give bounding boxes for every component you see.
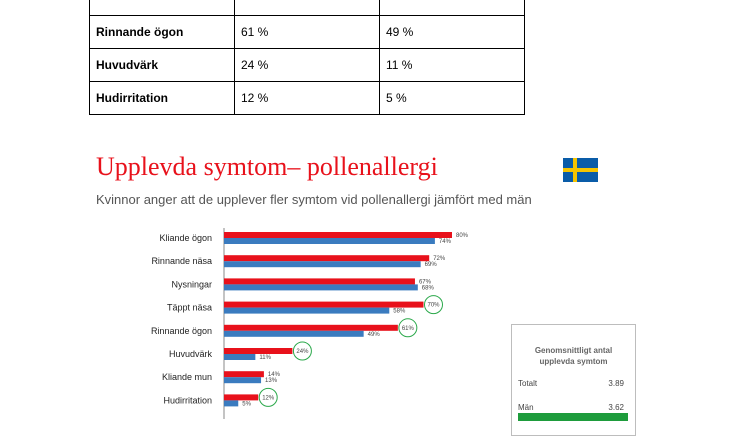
data-label: 74% (438, 239, 451, 245)
category-label: Nysningar (171, 279, 212, 290)
table-cell-label: Hudirritation (90, 82, 235, 115)
bar-women (224, 302, 424, 308)
bar-men (224, 400, 238, 406)
bar-men (224, 284, 418, 290)
table-cell-label: Rinnande ögon (90, 16, 235, 49)
bar-women (224, 325, 398, 331)
table-cell-women: 24 % (235, 49, 380, 82)
average-row-value: 3.62 (608, 403, 624, 412)
bar-men (224, 331, 364, 337)
data-label: 67% (418, 279, 431, 286)
data-label: 61% (401, 325, 414, 332)
data-label: 14% (267, 372, 280, 379)
data-label: 69% (424, 262, 437, 269)
category-label: Kliande ögon (159, 233, 212, 243)
bar-men (224, 261, 421, 267)
bar-men (224, 354, 255, 360)
average-row-women-highlight (518, 413, 628, 421)
category-label: Rinnande näsa (151, 256, 212, 267)
bar-women (224, 278, 415, 284)
average-box-title (512, 345, 635, 367)
table-cell-men: 49 % (380, 16, 525, 49)
bar-women (224, 255, 429, 261)
data-label: 80% (456, 233, 469, 239)
bar-women (224, 232, 452, 238)
average-box-title-line1: Genomsnittligt antal (534, 346, 613, 355)
data-label: 12% (262, 395, 275, 402)
data-label: 49% (367, 331, 380, 338)
category-label: Hudirritation (163, 395, 212, 406)
table-cell-men: 11 % (380, 49, 525, 82)
average-box-title-line2: upplevda symtom (539, 357, 608, 366)
data-label: 11% (259, 355, 271, 361)
average-row-label: Totalt (518, 379, 538, 388)
bar-men (224, 308, 389, 314)
bar-women (224, 371, 264, 377)
average-row-value: 3.89 (608, 379, 624, 388)
category-label: Huvudvärk (168, 349, 212, 359)
bar-women (224, 348, 292, 354)
data-label: 68% (421, 285, 434, 292)
average-row-total (518, 379, 624, 388)
category-label: Rinnande ögon (150, 325, 212, 336)
data-label: 24% (296, 349, 309, 355)
table-cell-men: 5 % (380, 82, 525, 115)
data-label: 5% (242, 401, 251, 408)
bar-men (224, 377, 261, 383)
table-cell-women: 61 % (235, 16, 380, 49)
category-label: Täppt näsa (166, 302, 212, 313)
average-row-label: Män (518, 403, 534, 412)
data-label: 13% (265, 378, 278, 385)
slide-title: Upplevda symtom– pollenallergi (96, 152, 438, 181)
average-row-men (518, 403, 624, 412)
data-label: 72% (433, 256, 446, 263)
category-label: Kliande mun (161, 372, 212, 383)
bar-men (224, 238, 435, 244)
average-symptoms-box (511, 324, 636, 436)
data-label: 58% (393, 308, 406, 315)
data-label: 70% (427, 302, 440, 309)
table-cell-label: Huvudvärk (90, 49, 235, 82)
bar-women (224, 394, 258, 400)
table-cell-women: 12 % (235, 82, 380, 115)
slide-subtitle: Kvinnor anger att de upplever fler symtom vid pollenallergi jämfört med män (96, 192, 532, 207)
